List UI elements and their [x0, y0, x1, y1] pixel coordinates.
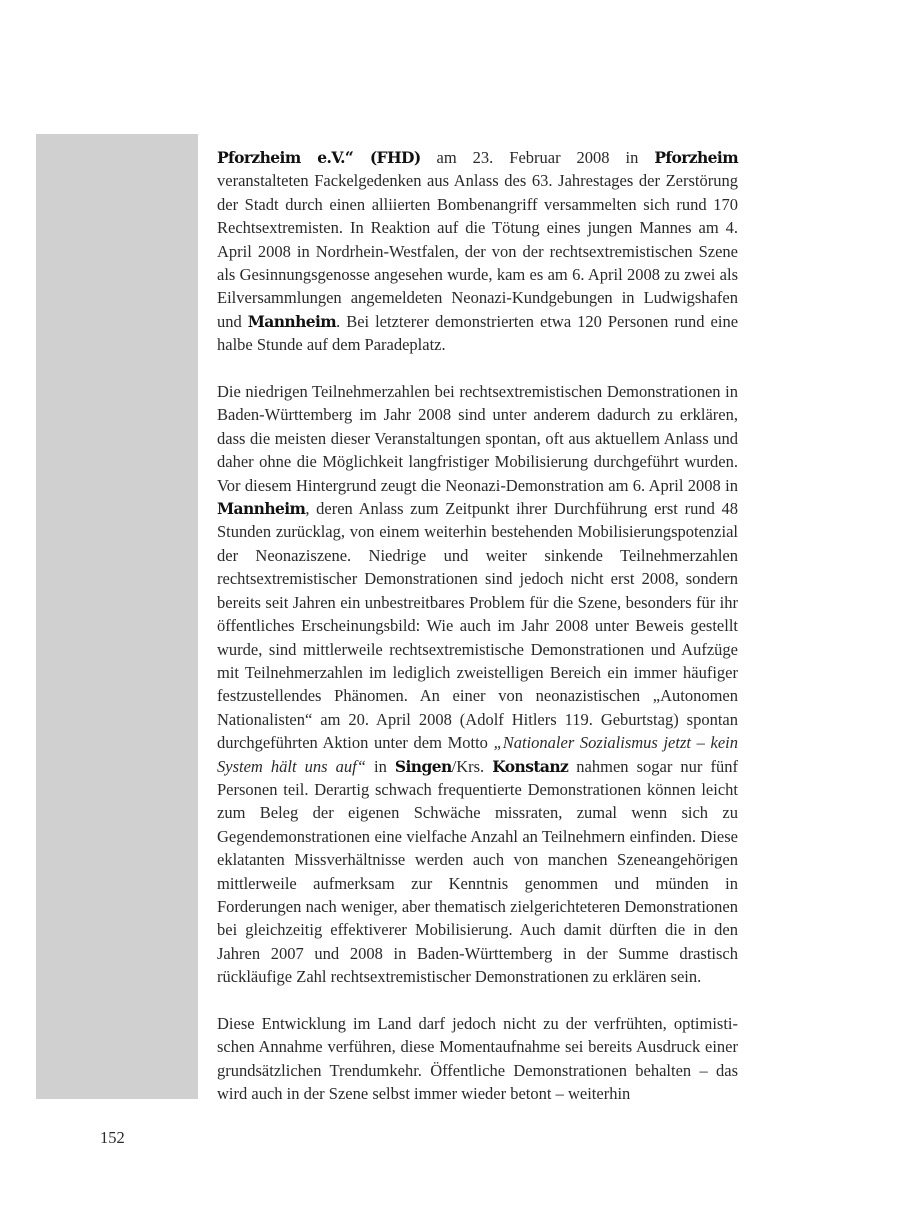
- text-segment: veranstalteten Fackelgedenken aus Anlass des 63. Jahrestages der Zerstörung der Stadt durch einen alliierten Bombenangriff versammelten sich rund 170 Rechtsextremisten. In Reaktion auf die Tötung eines jungen Mannes am 4. April 2008 in Nordrhein-Westfalen, der von der rechtsextremistischen Szene als Gesinnungsgenosse angesehen wurde, kam es am 6. April 2008 zu zwei als Eilversammlungen angemeldeten Neonazi-Kundgebungen in Ludwigshafen und: [217, 171, 738, 331]
- keyword-highlight: Mannheim: [247, 311, 337, 331]
- text-segment: nahmen sogar nur fünf Personen teil. Derartig schwach frequentierte Demonstrationen können leicht zum Beleg der eigenen Schwäche missraten, zumal wenn sich zu Gegendemonstrationen eine vielfache Anzahl an Teilnehmern einfinden. Diese eklatanten Missverhältnisse werden auch von manchen Szeneangehörigen mittlerweile aufmerksam zur Kenntnis genommen und münden in Forderungen nach weniger, aber thematisch zielgerichteteren Demonstrationen bei gleichzeitig effektiverer Mobilisierung. Auch damit dürften die in den Jahren 2007 und 2008 in Baden-Württemberg in der Summe drastisch rückläufige Zahl rechtsextremistischer Demonstrationen zu erklären sein.: [217, 756, 738, 987]
- page-number: 152: [100, 1128, 125, 1147]
- motto-quote: „Nationaler Sozialismus jetzt – kein System hält uns auf“: [217, 733, 738, 776]
- text-segment: in: [365, 756, 395, 776]
- keyword-highlight: Pforzheim e.V.“ (FHD): [217, 148, 421, 167]
- gray-margin-bar: [36, 134, 198, 1099]
- text-segment: am 23. Februar 2008 in: [420, 148, 655, 167]
- body-text: [217, 146, 738, 1106]
- keyword-highlight: Konstanz: [492, 756, 569, 776]
- paragraph: [217, 1012, 738, 1106]
- keyword-highlight: Pforzheim: [654, 148, 738, 167]
- text-segment: /Krs.: [451, 756, 493, 776]
- text-segment: Diese Entwicklung im Land darf jedoch nicht zu der verfrühten, optimistischen Annahme verführen, diese Momentaufnahme sei bereits Ausdruck einer grundsätzlichen Trendumkehr. Öffentliche Demonstrationen behalten – das wird auch in der Szene selbst immer wieder betont – weiterhin: [217, 1014, 738, 1104]
- keyword-highlight: Singen: [394, 756, 452, 776]
- text-segment: Die niedrigen Teilnehmerzahlen bei rechtsextremistischen Demonstrationen in Baden-Württemberg im Jahr 2008 sind unter anderem dadurch zu erklären, dass die meisten dieser Veranstaltungen spontan, oft aus aktuellem Anlass und daher ohne die Möglichkeit langfristiger Mobilisierung durchgeführt wurden. Vor diesem Hintergrund zeugt die Neonazi-Demonstration am 6. April 2008 in: [217, 382, 738, 495]
- paragraph: [217, 380, 738, 989]
- keyword-highlight: Mannheim: [217, 499, 306, 519]
- text-segment: , deren Anlass zum Zeitpunkt ihrer Durchführung erst rund 48 Stunden zurücklag, von einem weiterhin bestehenden Mobilisierungspotenzial der Neonaziszene. Niedrige und weiter sinkende Teilnehmerzahlen rechtsextremistischer Demonstrationen sind jedoch nicht erst 2008, sondern bereits seit Jahren ein unbestreitbares Problem für die Szene, besonders für ihr öffentliches Erscheinungsbild: Wie auch im Jahr 2008 unter Beweis gestellt wurde, sind mittlerweile rechtsextremistische Demonstrationen und Aufzüge mit Teilnehmerzahlen im lediglich zweistelligen Bereich ein immer häufiger festzustellendes Phänomen. An einer von neonazistischen „Autonomen Nationalisten“ am 20. April 2008 (Adolf Hitlers 119. Geburtstag) spontan durchgeführten Aktion unter dem Motto: [217, 499, 738, 753]
- paragraph: [217, 146, 738, 357]
- text-segment: . Bei letzterer demonstrierten etwa 120 Personen rund eine halbe Stunde auf dem Paradeplatz.: [217, 311, 739, 355]
